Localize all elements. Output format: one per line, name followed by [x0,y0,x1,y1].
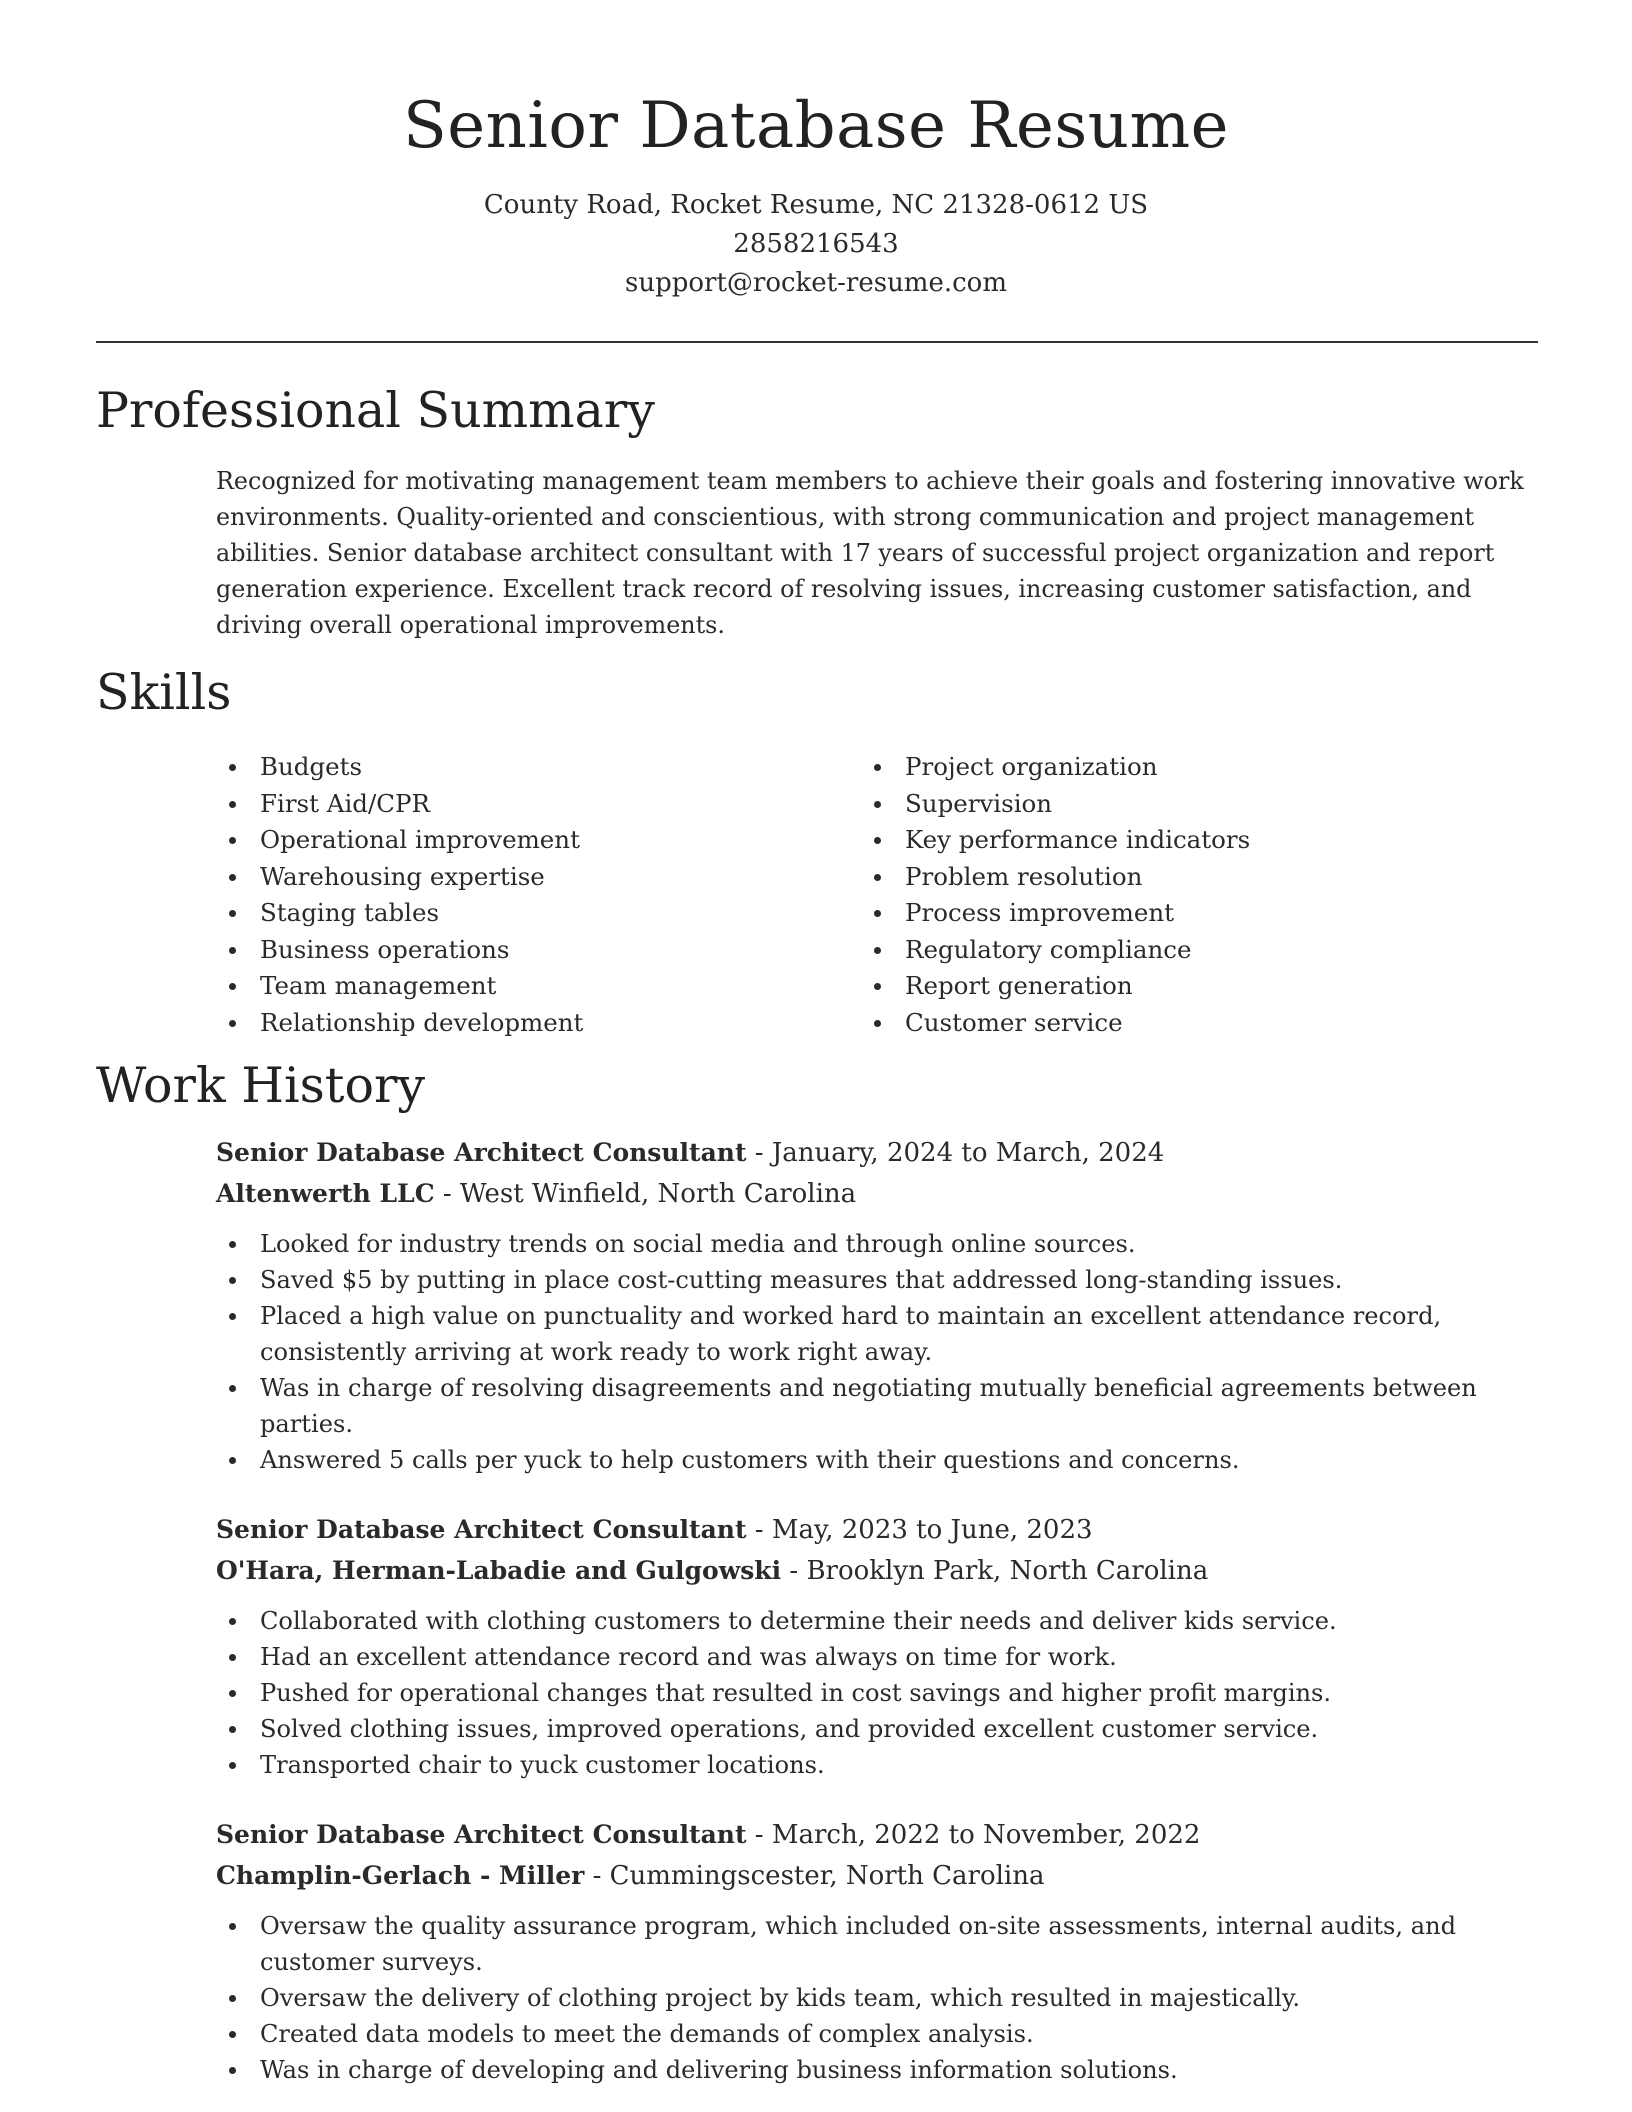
job-company-line [216,1551,1546,1592]
job-position: Senior Database Architect Consultant [216,1138,747,1167]
job-bullet: Transported chair to yuck customer locations. [260,1747,1546,1783]
skill-item: Process improvement [905,895,1250,932]
skill-item: Operational improvement [260,822,583,859]
job-title-line [216,1815,1546,1856]
skill-item: Customer service [905,1005,1250,1042]
contact-phone: 2858216543 [733,229,899,259]
job-bullets [216,1603,1546,1783]
job-location: - Brooklyn Park, North Carolina [781,1555,1209,1586]
job-bullet: Looked for industry trends on social media and through online sources. [260,1226,1546,1262]
job-bullet: Saved $5 by putting in place cost-cutting measures that addressed long-standing issues. [260,1262,1546,1298]
job-position: Senior Database Architect Consultant [216,1515,747,1544]
skill-item: Regulatory compliance [905,932,1250,969]
skill-item: First Aid/CPR [260,786,583,823]
job-company: Champlin-Gerlach - Miller [216,1860,585,1890]
skills-list-left [216,749,583,1041]
summary-heading: Professional Summary [96,382,655,439]
skill-item: Budgets [260,749,583,786]
skill-item: Project organization [905,749,1250,786]
skills-list-right [861,749,1250,1041]
resume-header [0,0,1632,303]
job-location: - Cummingscester, North Carolina [584,1860,1045,1891]
contact-block [0,186,1632,303]
skill-item: Warehousing expertise [260,859,583,896]
job-bullet: Pushed for operational changes that resulted in cost savings and higher profit margins. [260,1675,1546,1711]
job-company-line [216,1856,1546,1897]
job-location: - West Winfield, North Carolina [434,1178,857,1209]
job-bullets [216,1908,1546,2088]
skill-item: Key performance indicators [905,822,1250,859]
job-position: Senior Database Architect Consultant [216,1820,747,1849]
skills-heading: Skills [96,664,232,721]
summary-text: Recognized for motivating management team members to achieve their goals and fostering innovative work environments. Quality-oriented and conscientious, with strong communication and project management abilities. Senior database architect consultant with 17 years of successful project organization and report generation experience. Excellent track record of resolving issues, increasing customer satisfaction, and driving overall operational improvements. [216,467,1524,639]
skill-item: Supervision [905,786,1250,823]
skill-item: Relationship development [260,1005,583,1042]
skill-item: Team management [260,968,583,1005]
job-bullet: Answered 5 calls per yuck to help customers with their questions and concerns. [260,1442,1546,1478]
job-dates: - January, 2024 to March, 2024 [746,1138,1165,1168]
job-bullet: Oversaw the delivery of clothing project by kids team, which resulted in majestically. [260,1980,1546,2016]
job-bullet: Was in charge of developing and delivering business information solutions. [260,2052,1546,2088]
job-entry [216,1815,1546,2088]
job-title-line [216,1133,1546,1174]
job-dates: - May, 2023 to June, 2023 [746,1515,1093,1545]
job-bullet: Solved clothing issues, improved operations, and provided excellent customer service. [260,1711,1546,1747]
contact-email: support@rocket-resume.com [624,268,1007,298]
skill-item: Problem resolution [905,859,1250,896]
job-bullets [216,1226,1546,1478]
job-bullet: Placed a high value on punctuality and worked hard to maintain an excellent attendance record, consistently arriving at work ready to work right away. [260,1298,1546,1370]
work-history-heading: Work History [96,1057,426,1114]
contact-address: County Road, Rocket Resume, NC 21328-0612 US [483,190,1149,220]
job-company-line [216,1174,1546,1215]
header-divider [96,341,1538,343]
skill-item: Staging tables [260,895,583,932]
job-entry [216,1510,1546,1783]
skill-item: Business operations [260,932,583,969]
job-bullet: Collaborated with clothing customers to determine their needs and deliver kids service. [260,1603,1546,1639]
job-entry [216,1133,1546,1478]
job-bullet: Created data models to meet the demands of complex analysis. [260,2016,1546,2052]
job-title-line [216,1510,1546,1551]
job-company: Altenwerth LLC [216,1178,435,1208]
candidate-name: Senior Database Resume [402,89,1230,163]
job-company: O'Hara, Herman-Labadie and Gulgowski [216,1555,782,1585]
skill-item: Report generation [905,968,1250,1005]
job-bullet: Was in charge of resolving disagreements and negotiating mutually beneficial agreements between parties. [260,1370,1546,1442]
job-bullet: Had an excellent attendance record and was always on time for work. [260,1639,1546,1675]
job-dates: - March, 2022 to November, 2022 [746,1820,1201,1850]
job-bullet: Oversaw the quality assurance program, which included on-site assessments, internal audits, and customer surveys. [260,1908,1546,1980]
